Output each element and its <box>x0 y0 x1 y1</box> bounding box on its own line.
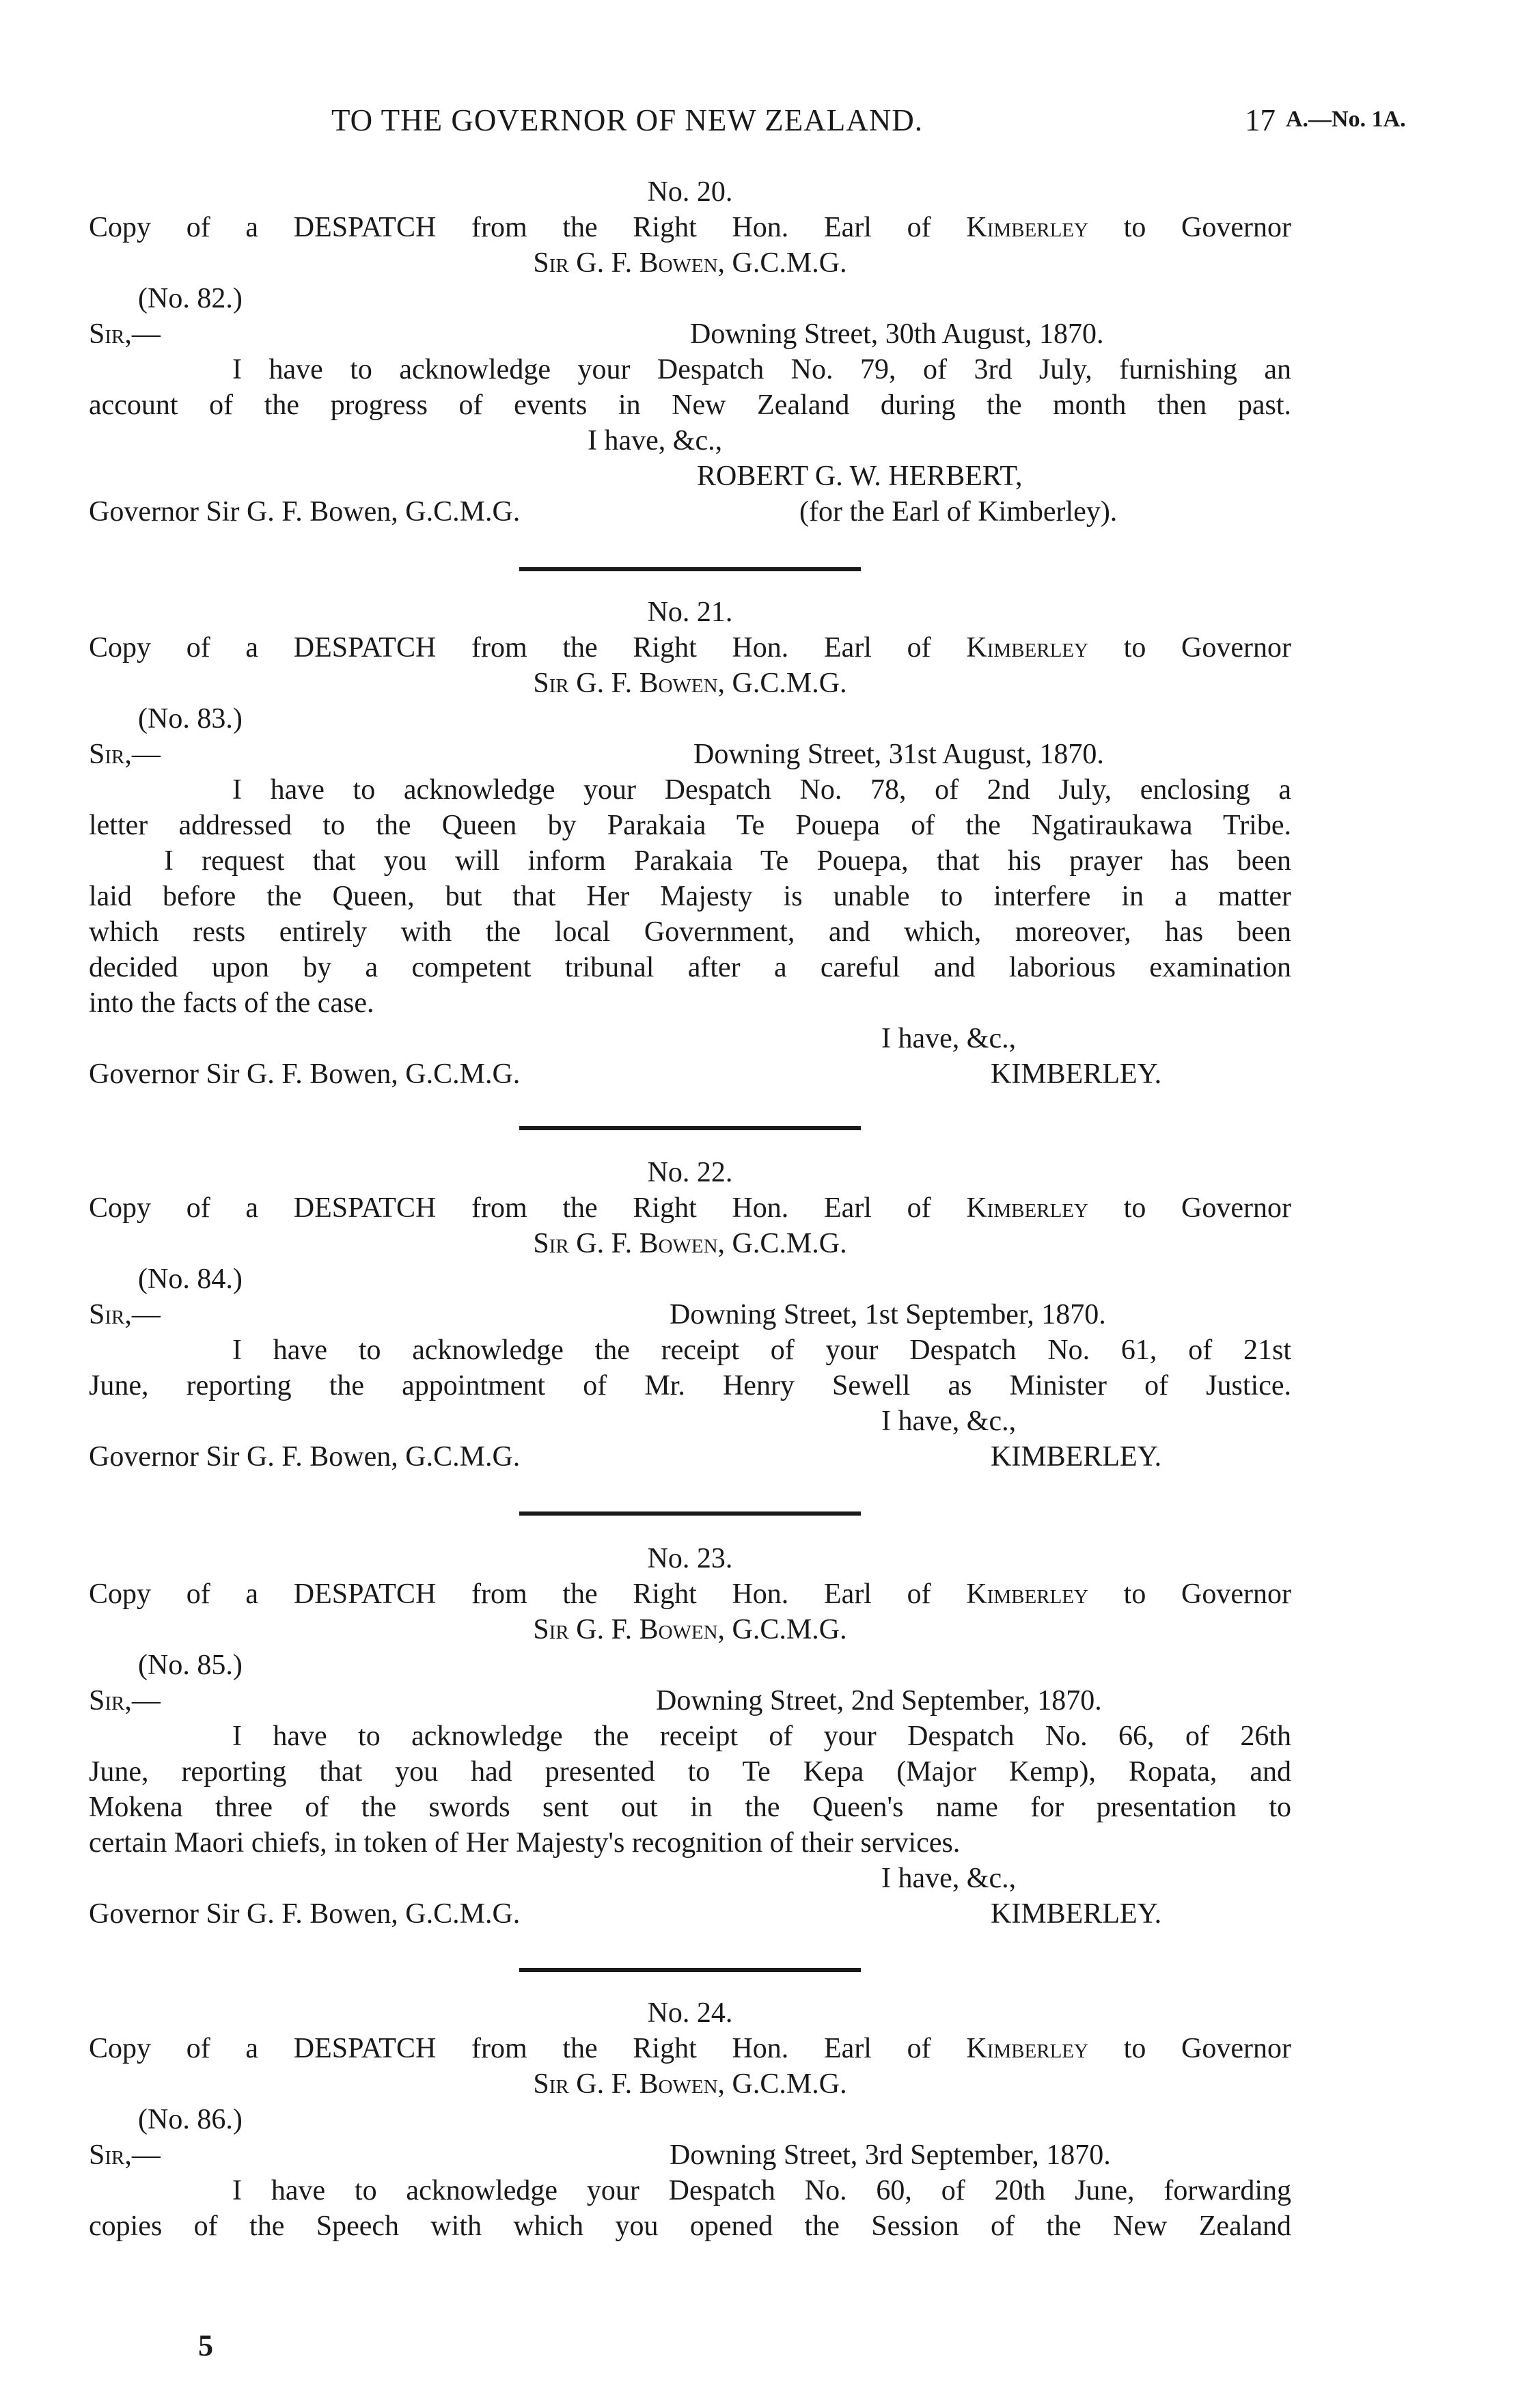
salutation-dateline <box>89 737 1291 772</box>
signature: ROBERT G. W. HERBERT, <box>697 461 1023 492</box>
despatch-number: No. 24. <box>647 1997 733 2029</box>
body-line: I have to acknowledge the receipt of your Despatch No. 61, of 21st <box>232 1335 1291 1366</box>
despatch-heading-line2: Sir G. F. Bowen, G.C.M.G. <box>533 1228 847 1259</box>
despatch-heading-line2: Sir G. F. Bowen, G.C.M.G. <box>533 2068 847 2100</box>
place-date: Downing Street, 1st September, 1870. <box>670 1299 1106 1330</box>
place-date: Downing Street, 2nd September, 1870. <box>656 1685 1102 1716</box>
despatch-number: No. 22. <box>647 1157 733 1188</box>
addressee: Governor Sir G. F. Bowen, G.C.M.G. <box>89 1058 521 1090</box>
place-date: Downing Street, 30th August, 1870. <box>690 318 1104 350</box>
despatch-number: No. 21. <box>647 597 733 628</box>
despatch-20 <box>89 174 1291 530</box>
salutation-dateline <box>89 316 1291 352</box>
despatch-heading: Copy of a DESPATCH from the Right Hon. Earl of Kimberley to Governor <box>89 2033 1291 2064</box>
body-line: Mokena three of the swords sent out in the Queen's name for presentation to <box>89 1792 1291 1823</box>
signature: KIMBERLEY. <box>991 1898 1162 1930</box>
section-rule <box>519 1968 861 1972</box>
section-rule <box>519 567 861 571</box>
body-line: I have to acknowledge your Despatch No. 78, of 2nd July, enclosing a <box>232 774 1291 806</box>
body-line: decided upon by a competent tribunal after a careful and laborious examination <box>89 952 1291 983</box>
body-line: I have to acknowledge the receipt of your Despatch No. 66, of 26th <box>232 1721 1291 1752</box>
salutation-dateline <box>89 1683 1291 1719</box>
despatch-heading: Copy of a DESPATCH from the Right Hon. Earl of Kimberley to Governor <box>89 212 1291 243</box>
despatch-number: No. 23. <box>647 1543 733 1574</box>
salutation: Sir,— <box>89 2139 161 2171</box>
despatch-22 <box>89 1155 1291 1475</box>
despatch-heading: Copy of a DESPATCH from the Right Hon. Earl of Kimberley to Governor <box>89 632 1291 663</box>
salutation: Sir,— <box>89 739 161 770</box>
body-line: June, reporting that you had presented to Te Kepa (Major Kemp), Ropata, and <box>89 1756 1291 1788</box>
despatch-ref: (No. 84.) <box>138 1263 243 1295</box>
addressee: Governor Sir G. F. Bowen, G.C.M.G. <box>89 496 521 528</box>
signature-mark: 5 <box>198 2329 213 2362</box>
despatch-heading-line2: Sir G. F. Bowen, G.C.M.G. <box>533 247 847 279</box>
despatch-ref: (No. 82.) <box>138 283 243 314</box>
despatch-ref: (No. 86.) <box>138 2104 243 2135</box>
despatch-23 <box>89 1541 1291 1932</box>
despatch-heading-line2: Sir G. F. Bowen, G.C.M.G. <box>533 668 847 699</box>
salutation-dateline <box>89 1297 1291 1332</box>
section-rule <box>519 1126 861 1130</box>
page-header <box>0 102 1529 150</box>
body-line: copies of the Speech with which you opened the Session of the New Zealand <box>89 2211 1291 2242</box>
body-line: into the facts of the case. <box>89 987 374 1019</box>
place-date: Downing Street, 3rd September, 1870. <box>670 2139 1111 2171</box>
closing: I have, &c., <box>588 425 723 456</box>
signature-note: (for the Earl of Kimberley). <box>799 496 1118 528</box>
body-line: June, reporting the appointment of Mr. Henry Sewell as Minister of Justice. <box>89 1370 1291 1401</box>
body-line: I have to acknowledge your Despatch No. 60, of 20th June, forwarding <box>232 2175 1291 2206</box>
body-line: laid before the Queen, but that Her Majesty is unable to interfere in a matter <box>89 881 1291 912</box>
closing: I have, &c., <box>881 1406 1017 1437</box>
paper-reference: A.—No. 1A. <box>1286 107 1406 132</box>
despatch-heading: Copy of a DESPATCH from the Right Hon. Earl of Kimberley to Governor <box>89 1192 1291 1224</box>
despatch-21 <box>89 594 1291 1092</box>
signature: KIMBERLEY. <box>991 1058 1162 1090</box>
despatch-heading-line2: Sir G. F. Bowen, G.C.M.G. <box>533 1614 847 1645</box>
page-number: 17 <box>1245 103 1276 137</box>
closing: I have, &c., <box>881 1023 1017 1054</box>
closing: I have, &c., <box>881 1863 1017 1894</box>
body-line: I request that you will inform Parakaia Te Pouepa, that his prayer has been <box>164 845 1291 877</box>
despatch-ref: (No. 83.) <box>138 703 243 735</box>
salutation: Sir,— <box>89 1685 161 1716</box>
running-title: TO THE GOVERNOR OF NEW ZEALAND. <box>331 103 923 137</box>
section-rule <box>519 1511 861 1516</box>
body-line: I have to acknowledge your Despatch No. 79, of 3rd July, furnishing an <box>232 354 1291 385</box>
salutation-dateline <box>89 2137 1291 2173</box>
despatch-heading: Copy of a DESPATCH from the Right Hon. Earl of Kimberley to Governor <box>89 1578 1291 1610</box>
despatch-number: No. 20. <box>647 176 733 208</box>
addressee: Governor Sir G. F. Bowen, G.C.M.G. <box>89 1898 521 1930</box>
body-line: certain Maori chiefs, in token of Her Majesty's recognition of their services. <box>89 1827 961 1859</box>
place-date: Downing Street, 31st August, 1870. <box>693 739 1104 770</box>
body-line: letter addressed to the Queen by Parakaia Te Pouepa of the Ngatiraukawa Tribe. <box>89 810 1291 841</box>
addressee: Governor Sir G. F. Bowen, G.C.M.G. <box>89 1441 521 1473</box>
salutation: Sir,— <box>89 318 161 350</box>
body-line: which rests entirely with the local Government, and which, moreover, has been <box>89 916 1291 948</box>
despatch-24 <box>89 1995 1291 2244</box>
salutation: Sir,— <box>89 1299 161 1330</box>
signature: KIMBERLEY. <box>991 1441 1162 1473</box>
despatch-ref: (No. 85.) <box>138 1650 243 1681</box>
body-line: account of the progress of events in New Zealand during the month then past. <box>89 389 1291 421</box>
